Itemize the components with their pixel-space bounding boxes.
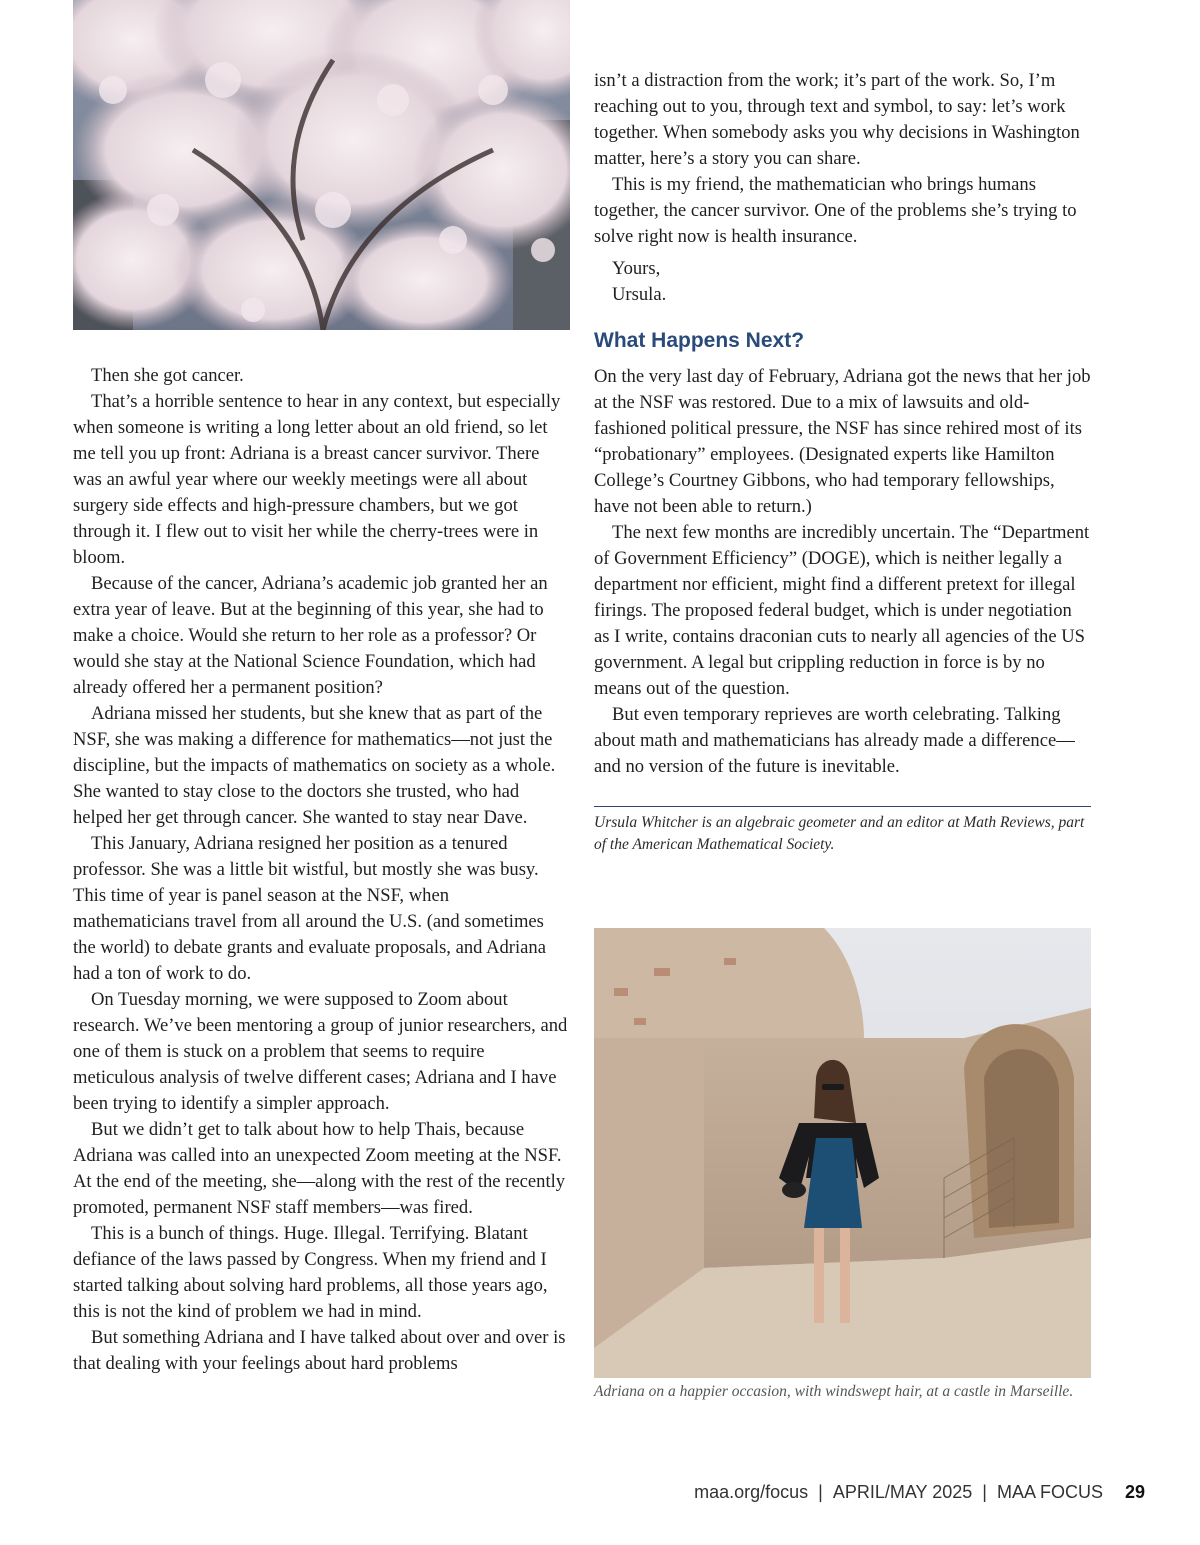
footer-separator: | xyxy=(982,1482,987,1502)
body-paragraph: This is a bunch of things. Huge. Illegal. Terrifying. Blatant defiance of the laws passed by Congress. When my friend and I started talking about solving hard problems, all those years ago, this is not the kind of problem we had in mind. xyxy=(73,1223,548,1322)
body-paragraph: But even temporary reprieves are worth celebrating. Talking about math and mathematicians has already made a difference—and no version of the future is inevitable. xyxy=(594,704,1075,777)
section-heading: What Happens Next? xyxy=(594,329,805,352)
footer-url: maa.org/focus xyxy=(694,1482,809,1502)
body-paragraph: This January, Adriana resigned her position as a tenured professor. She was a little bit wistful, but mostly she was busy. This time of year is panel season at the NSF, when mathematicians travel from all around the U.S. (and sometimes the world) to debate grants and evaluate proposals, and Adriana had a ton of work to do. xyxy=(73,833,546,984)
body-paragraph: Adriana missed her students, but she knew that as part of the NSF, she was making a difference for mathematics—not just the discipline, but the impacts of mathematics on society as a whole. She wanted to stay close to the doctors she trusted, who had helped her get through cancer. She wanted to stay near Dave. xyxy=(73,703,556,828)
body-paragraph: Because of the cancer, Adriana’s academic job granted her an extra year of leave. But at the beginning of this year, she had to make a choice. Would she return to her role as a professor? Or would she stay at the National Science Foundation, which had already offered her a permanent position? xyxy=(73,573,548,698)
author-bio: Ursula Whitcher is an algebraic geometer and an editor at Math Reviews, part of the American Mathematical Society. xyxy=(594,814,1085,853)
section-body xyxy=(594,364,1091,780)
body-paragraph: But something Adriana and I have talked about over and over is that dealing with your feelings about hard problems xyxy=(73,1327,566,1374)
bio-divider xyxy=(594,806,1091,807)
left-column-text xyxy=(73,363,570,1377)
page-number: 29 xyxy=(1124,1482,1145,1502)
page-footer xyxy=(694,1482,1145,1503)
letter-signature: Ursula. xyxy=(612,284,667,305)
body-paragraph: On Tuesday morning, we were supposed to Zoom about research. We’ve been mentoring a group of junior researchers, and one of them is stuck on a problem that seems to require meticulous analysis of twelve different cases; Adriana and I have been trying to identify a simpler approach. xyxy=(73,989,568,1114)
right-column-letter-end xyxy=(594,68,1091,308)
body-paragraph: On the very last day of February, Adriana got the news that her job at the NSF was restored. Due to a mix of lawsuits and old-fashioned political pressure, the NSF has since rehired most of its “probationary” employees. (Designated experts like Hamilton College’s Courtney Gibbons, who had temporary fellowships, have not been able to return.) xyxy=(594,366,1091,517)
body-paragraph: This is my friend, the mathematician who brings humans together, the cancer survivor. One of the problems she’s trying to solve right now is health insurance. xyxy=(594,174,1077,247)
cherry-blossom-photo xyxy=(73,0,570,330)
body-paragraph: Then she got cancer. xyxy=(91,365,244,386)
photo-caption: Adriana on a happier occasion, with windswept hair, at a castle in Marseille. xyxy=(594,1383,1074,1400)
footer-publication: MAA FOCUS xyxy=(996,1482,1103,1502)
body-paragraph: That’s a horrible sentence to hear in any context, but especially when someone is writing a long letter about an old friend, so let me tell you up front: Adriana is a breast cancer survivor. There was an awful year where our weekly meetings were all about surgery side effects and high-pressure chambers, but we got through it. I flew out to visit her while the cherry-trees were in bloom. xyxy=(73,391,561,568)
body-paragraph: But we didn’t get to talk about how to help Thais, because Adriana was called into an unexpected Zoom meeting at the NSF. At the end of the meeting, she—along with the rest of the recently promoted, permanent NSF staff members—was fired. xyxy=(73,1119,566,1218)
footer-issue: APRIL/MAY 2025 xyxy=(832,1482,973,1502)
body-paragraph: isn’t a distraction from the work; it’s part of the work. So, I’m reaching out to you, through text and symbol, to say: let’s work together. When somebody asks you why decisions in Washington matter, here’s a story you can share. xyxy=(594,70,1080,169)
footer-separator: | xyxy=(818,1482,823,1502)
castle-photo xyxy=(594,928,1091,1378)
letter-closing: Yours, xyxy=(612,258,661,279)
body-paragraph: The next few months are incredibly uncertain. The “Department of Government Efficiency” (DOGE), which is neither legally a department nor efficient, might find a different pretext for illegal firings. The proposed federal budget, which is under negotiation as I write, contains draconian cuts to nearly all agencies of the US government. A legal but crippling reduction in force is by no means out of the question. xyxy=(594,522,1090,699)
